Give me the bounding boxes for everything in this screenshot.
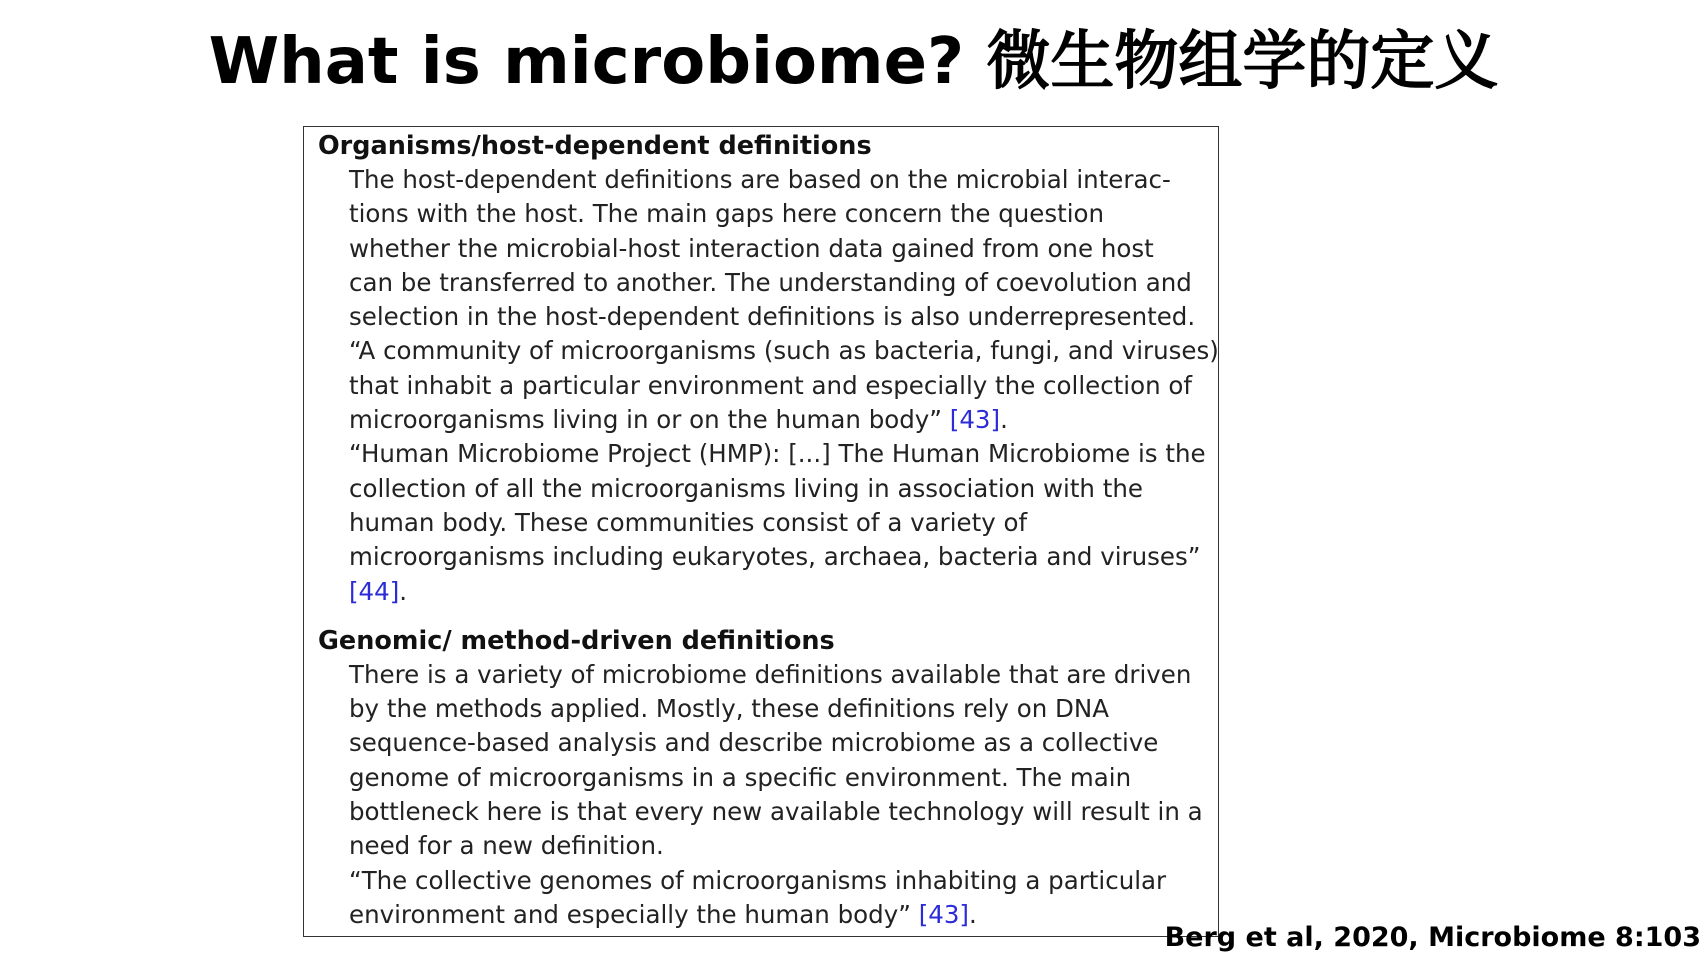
section-spacer: [318, 609, 1208, 624]
body-line: selection in the host-dependent definitions is also underrepresented.: [349, 302, 1196, 332]
definitions-box: [303, 126, 1219, 937]
body-line: [349, 403, 1208, 437]
reference-link[interactable]: [43]: [949, 405, 1001, 435]
body-line: There is a variety of microbiome definitions available that are driven: [349, 659, 1192, 689]
body-line: sequence-based analysis and describe microbiome as a collective: [349, 728, 1159, 758]
body-line: can be transferred to another. The understanding of coevolution and: [349, 267, 1192, 297]
body-line: “A community of microorganisms (such as bacteria, fungi, and viruses): [349, 336, 1219, 366]
body-line: collection of all the microorganisms living in association with the: [349, 473, 1143, 503]
section-body: [318, 658, 1208, 932]
section-heading: Genomic/ method-driven definitions: [318, 625, 835, 656]
section-heading: Organisms/host-dependent definitions: [318, 131, 872, 161]
body-line: that inhabit a particular environment and especially the collection of: [349, 370, 1193, 400]
body-line: The host-dependent definitions are based on the microbial interac-: [349, 165, 1171, 194]
body-line: genome of microorganisms in a specific environment. The main: [349, 762, 1132, 792]
body-text: .: [968, 899, 977, 929]
body-line: [349, 575, 1208, 609]
reference-link[interactable]: [44]: [349, 576, 400, 606]
body-text: .: [399, 576, 408, 606]
section-host-dependent: [318, 129, 1219, 609]
body-line: human body. These communities consist of a variety of: [349, 507, 1028, 537]
body-text: environment and especially the human body”: [349, 899, 919, 929]
body-line: “The collective genomes of microorganisms inhabiting a particular: [349, 865, 1167, 895]
source-citation: Berg et al, 2020, Microbiome 8:103: [1164, 922, 1701, 953]
body-text: microorganisms living in or on the human body”: [349, 405, 950, 435]
body-line: “Human Microbiome Project (HMP): [...] The Human Microbiome is the: [349, 439, 1206, 469]
body-line: need for a new definition.: [349, 831, 664, 861]
body-line: tions with the host. The main gaps here concern the question: [349, 199, 1105, 229]
body-line: bottleneck here is that every new available technology will result in a: [349, 797, 1203, 827]
slide-title: What is microbiome? 微生物组学的定义: [208, 25, 1499, 99]
body-text: .: [1000, 405, 1008, 435]
section-genomic: [318, 624, 1208, 932]
reference-link[interactable]: [43]: [918, 899, 969, 929]
body-line: whether the microbial-host interaction data gained from one host: [349, 233, 1154, 263]
section-body: [318, 163, 1219, 609]
body-line: microorganisms including eukaryotes, archaea, bacteria and viruses”: [349, 542, 1201, 572]
body-line: [349, 898, 1208, 932]
body-line: by the methods applied. Mostly, these definitions rely on DNA: [349, 694, 1109, 724]
